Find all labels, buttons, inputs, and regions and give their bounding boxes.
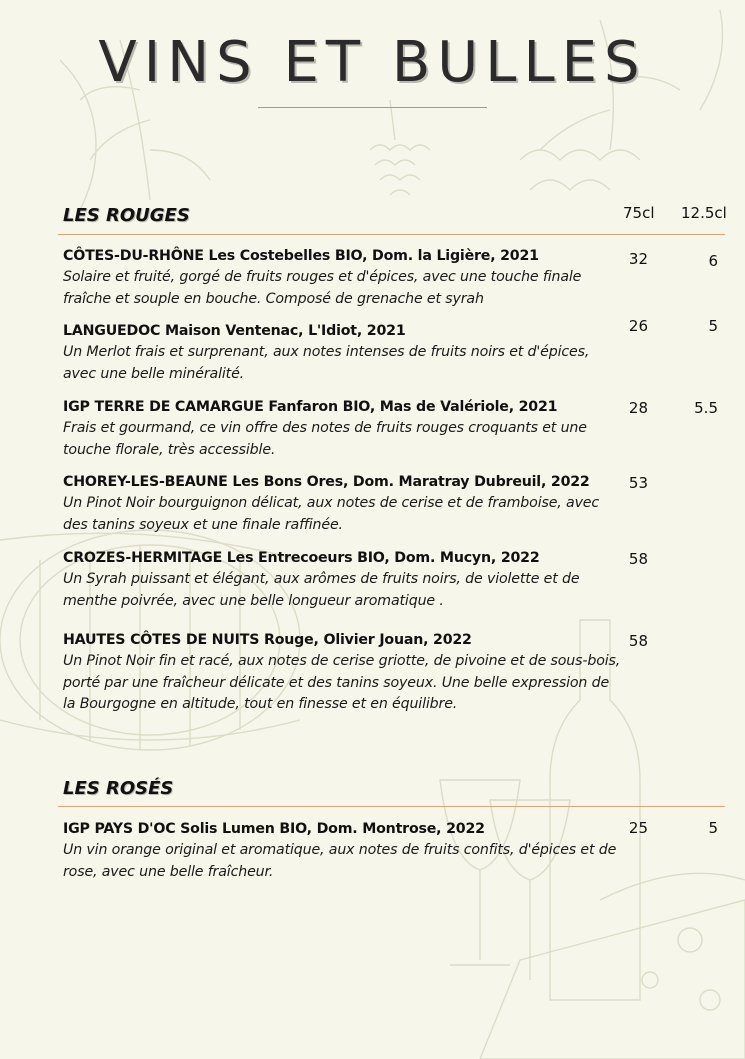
wine-name: CHOREY-LES-BEAUNE Les Bons Ores, Dom. Maratray Dubreuil, 2022 xyxy=(63,474,590,490)
column-header-75cl: 75cl xyxy=(623,204,655,222)
price-75cl: 58 xyxy=(628,550,648,568)
wine-item xyxy=(63,397,623,461)
section-heading-roses: LES ROSÉS xyxy=(63,778,174,799)
wine-name: IGP PAYS D'OC Solis Lumen BIO, Dom. Montrose, 2022 xyxy=(63,821,485,837)
wine-description: Solaire et fruité, gorgé de fruits rouges et d'épices, avec une touche finale fraîche et souple en bouche. Composé de grenache et syrah xyxy=(63,269,582,307)
wine-name: LANGUEDOC Maison Ventenac, L'Idiot, 2021 xyxy=(63,323,406,339)
wine-name: IGP TERRE DE CAMARGUE Fanfaron BIO, Mas de Valériole, 2021 xyxy=(63,399,558,415)
wine-item xyxy=(63,246,623,310)
wine-description: Frais et gourmand, ce vin offre des notes de fruits rouges croquants et une touche florale, très accessible. xyxy=(63,420,587,458)
price-75cl: 32 xyxy=(628,250,648,268)
wine-description: Un Pinot Noir fin et racé, aux notes de cerise griotte, de pivoine et de sous-bois, porté par une fraîcheur délicate et des tanins soyeux. Une belle expression de la Bourgogne en altitude, tout en finesse et en équilibre. xyxy=(63,653,621,712)
wine-item xyxy=(63,819,623,883)
column-header-12-5cl: 12.5cl xyxy=(681,204,727,222)
section-divider-rouges xyxy=(58,234,725,235)
wine-description: Un Pinot Noir bourguignon délicat, aux notes de cerise et de framboise, avec des tanins soyeux et une finale raffinée. xyxy=(63,495,600,533)
wine-name: CÔTES-DU-RHÔNE Les Costebelles BIO, Dom. la Ligière, 2021 xyxy=(63,248,539,264)
wine-description: Un Merlot frais et surprenant, aux notes intenses de fruits noirs et d'épices, avec une belle minéralité. xyxy=(63,344,590,382)
price-12-5cl: 5.5 xyxy=(694,399,718,417)
price-75cl: 53 xyxy=(628,474,648,492)
section-divider-roses xyxy=(58,806,725,807)
price-75cl: 26 xyxy=(628,317,648,335)
section-heading-rouges: LES ROUGES xyxy=(63,205,190,226)
wine-item xyxy=(63,548,623,612)
title-underline xyxy=(258,107,487,108)
price-75cl: 58 xyxy=(628,632,648,650)
price-75cl: 25 xyxy=(628,819,648,837)
wine-item xyxy=(63,630,623,716)
wine-item xyxy=(63,321,623,385)
page-title: VINS ET BULLES xyxy=(98,30,647,95)
price-75cl: 28 xyxy=(628,399,648,417)
wine-item xyxy=(63,472,623,536)
price-12-5cl: 5 xyxy=(708,317,718,335)
wine-description: Un vin orange original et aromatique, aux notes de fruits confits, d'épices et de rose, avec une belle fraîcheur. xyxy=(63,842,617,880)
price-12-5cl: 6 xyxy=(708,252,718,270)
price-12-5cl: 5 xyxy=(708,819,718,837)
wine-name: CROZES-HERMITAGE Les Entrecoeurs BIO, Dom. Mucyn, 2022 xyxy=(63,550,540,566)
wine-description: Un Syrah puissant et élégant, aux arômes de fruits noirs, de violette et de menthe poivrée, avec une belle longueur aromatique . xyxy=(63,571,580,609)
wine-name: HAUTES CÔTES DE NUITS Rouge, Olivier Jouan, 2022 xyxy=(63,632,472,648)
